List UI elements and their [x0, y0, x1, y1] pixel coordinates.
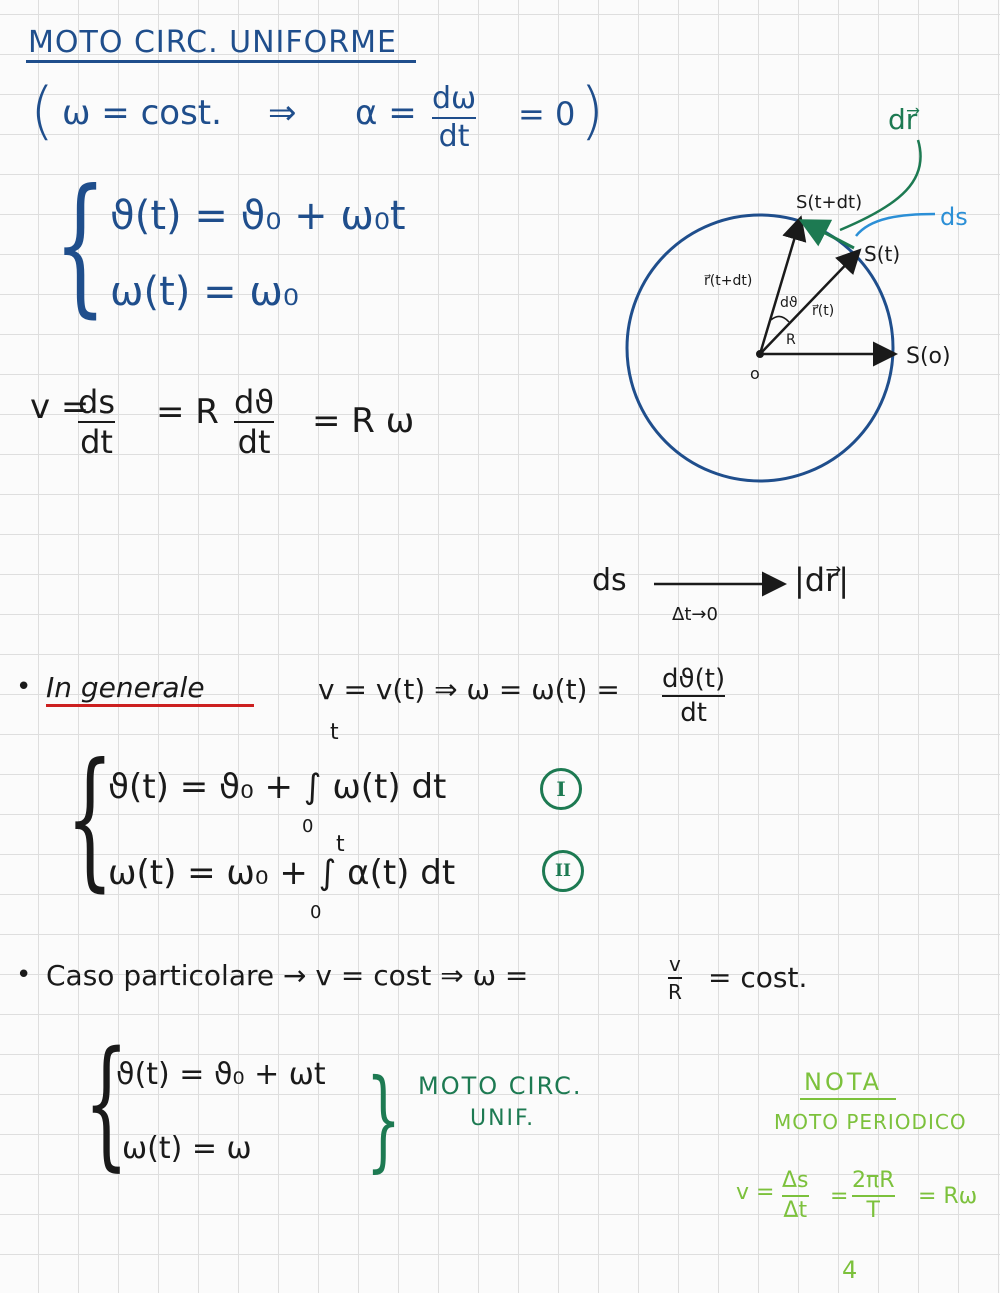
velocity-f2-num: dϑ	[234, 383, 275, 421]
nota-rhs: = Rω	[918, 1184, 978, 1209]
velocity-rhs: = R ω	[312, 401, 415, 441]
velocity-f2-den: dt	[237, 423, 271, 461]
page-title: MOTO CIRC. UNIFORME	[28, 25, 397, 60]
velocity-mid: = R	[156, 392, 219, 432]
special-f-num: v	[669, 952, 681, 976]
general-eq1: ϑ(t) = ϑ₀ + ∫ ω(t) dt	[108, 767, 447, 807]
velocity-lhs: v =	[30, 387, 90, 427]
eq-label-1-text: I	[556, 777, 566, 801]
dr-pointer	[840, 140, 921, 230]
eq-label-2-text: II	[555, 861, 571, 881]
system1-eq1: ϑ(t) = ϑ₀ + ω₀t	[110, 193, 406, 239]
close-paren: )	[580, 74, 605, 147]
eq-label-2	[542, 850, 584, 892]
r-t-label: r⃗(t)	[812, 303, 835, 319]
dtheta-label: dϑ	[780, 295, 798, 311]
nota-f1-den: Δt	[783, 1198, 808, 1223]
angle-arc	[771, 316, 789, 322]
dr-label: dr⃗	[888, 103, 918, 136]
general-underline	[46, 704, 254, 707]
special-eq2: ω(t) = ω	[122, 1131, 252, 1166]
s-0-label: S(o)	[906, 344, 951, 369]
special-brace: {	[84, 1022, 129, 1185]
s-t-dt-label: S(t+dt)	[796, 192, 863, 213]
r-t-dt-label: r⃗(t+dt)	[704, 273, 753, 289]
velocity-f1-den: dt	[80, 423, 113, 461]
limit-dr: |dr⃗|	[794, 561, 850, 599]
general-eq: v = v(t) ⇒ ω = ω(t) =	[318, 673, 620, 706]
nota-f1-num: Δs	[782, 1168, 809, 1193]
implies-arrow: ⇒	[268, 93, 297, 133]
ds-label: ds	[940, 203, 968, 231]
s-t-label: S(t)	[864, 242, 901, 266]
general-f-den: dt	[680, 698, 707, 728]
nota-fraction-1	[782, 1170, 809, 1222]
nota-fraction-2	[852, 1170, 895, 1222]
general-f-num: dϑ(t)	[662, 664, 726, 694]
limit-sub: Δt→0	[672, 604, 718, 625]
special-rhs: = cost.	[708, 961, 808, 994]
special-f-den: R	[668, 980, 682, 1004]
nota-underline	[800, 1098, 896, 1100]
special-eq1: ϑ(t) = ϑ₀ + ωt	[116, 1057, 326, 1092]
nota-subtitle: MOTO PERIODICO	[774, 1110, 967, 1134]
limit-ds: ds	[592, 563, 627, 598]
general-fraction	[662, 666, 725, 726]
eq-label-1	[540, 768, 582, 810]
special-label-1: MOTO CIRC.	[418, 1072, 583, 1100]
system1-eq2: ω(t) = ω₀	[110, 269, 299, 315]
general-lower-limit-1: 0	[302, 816, 314, 837]
alpha-label: α =	[355, 93, 417, 133]
special-bullet: •	[16, 960, 32, 990]
velocity-f1-num: ds	[78, 383, 115, 421]
general-heading: In generale	[46, 671, 205, 704]
open-paren: (	[30, 74, 55, 147]
R-label: R	[786, 332, 796, 348]
special-label-2: UNIF.	[470, 1106, 536, 1131]
origin-label: o	[750, 364, 760, 383]
nota-title: NOTA	[804, 1068, 883, 1096]
general-upper-limit-1: t	[330, 720, 339, 745]
general-eq2: ω(t) = ω₀ + ∫ α(t) dt	[108, 853, 456, 893]
general-upper-limit-2: t	[336, 832, 345, 857]
special-text: Caso particolare → v = cost ⇒ ω =	[46, 959, 529, 992]
general-lower-limit-2: 0	[310, 902, 322, 923]
alpha-frac-den: dt	[438, 119, 470, 154]
nota-lhs: v =	[736, 1180, 775, 1205]
system1-brace: {	[54, 158, 107, 332]
special-close-brace: }	[366, 1055, 401, 1183]
page-number: 4	[842, 1256, 858, 1284]
nota-f2-den: T	[866, 1198, 880, 1223]
omega-const: ω = cost.	[62, 93, 222, 133]
eq-zero: = 0	[518, 95, 576, 133]
alpha-frac-num: dω	[432, 81, 477, 116]
nota-f2-num: 2πR	[852, 1168, 895, 1193]
special-fraction	[668, 954, 682, 1002]
nota-eq: =	[830, 1184, 849, 1209]
general-bullet: •	[16, 672, 32, 702]
general-brace: {	[66, 732, 114, 906]
trajectory-circle	[627, 215, 893, 481]
